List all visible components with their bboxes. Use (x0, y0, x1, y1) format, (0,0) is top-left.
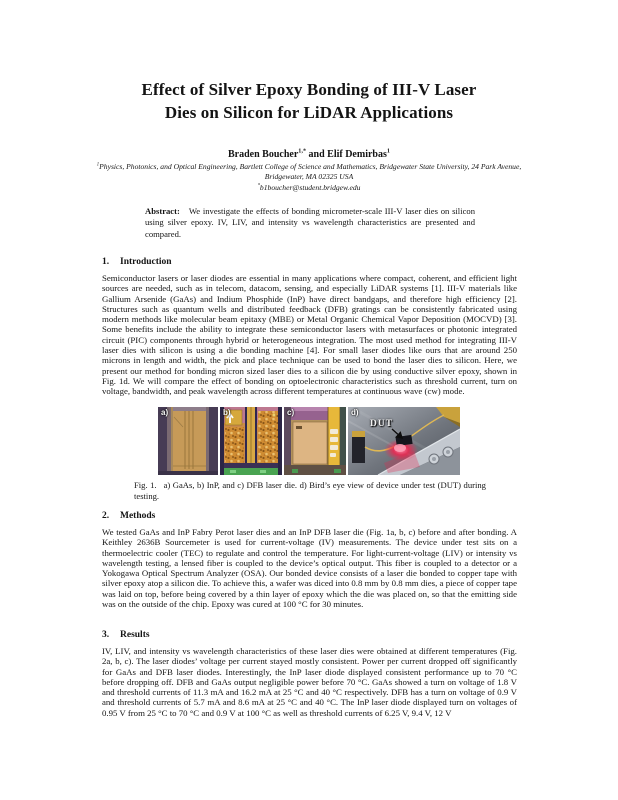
author-1-name: Braden Boucher (228, 149, 299, 160)
paper-title (0, 78, 618, 124)
section-title: Methods (120, 511, 156, 521)
affiliation-text: Physics, Photonics, and Optical Engineering, Bartlett College of Science and Mathematics, Bridgewater State University, 24 Park Avenue, Bridgewater, MA 02325 USA (99, 162, 522, 181)
affiliation-line (89, 162, 529, 181)
title-line-2: Dies on Silicon for LiDAR Applications (164, 103, 454, 122)
panel-d-label: d) (351, 408, 359, 417)
figure-panel-a-gaas-die (158, 407, 218, 475)
panel-b-label: b) (223, 408, 231, 417)
panel-c-label: c) (287, 408, 295, 417)
author-2-superscript: 1 (386, 147, 390, 155)
affiliation-superscript: 1 (96, 162, 100, 168)
title-line-1: Effect of Silver Epoxy Bonding of III-V Laser (141, 80, 477, 99)
email-text: b1boucher@student.bridgew.edu (259, 183, 361, 192)
authors-joiner: and (306, 149, 328, 160)
dfb-die-micrograph (284, 407, 346, 475)
section-heading-results (102, 630, 517, 640)
figure-caption-text: a) GaAs, b) InP, and c) DFB laser die. d) Bird’s eye view of device under test (DUT) during testing. (134, 480, 486, 501)
email-line (0, 183, 618, 192)
inp-die-micrograph (220, 407, 282, 475)
section-title: Results (120, 630, 150, 640)
dut-test-photo (348, 407, 460, 475)
section-heading-methods (102, 511, 517, 521)
figure-1 (158, 407, 460, 475)
author-2-name: Elif Demirbas (327, 149, 387, 160)
abstract-text: We investigate the effects of bonding micrometer-scale III-V laser dies on silicon using silver epoxy. IV, LIV, and intensity vs wavelength characteristics are presented and compared. (145, 206, 475, 239)
abstract-block (145, 206, 475, 240)
figure-1-caption (134, 480, 486, 502)
figure-caption-label: Fig. 1. (134, 480, 157, 490)
dut-annotation: DUT (370, 419, 394, 429)
figure-panel-b-inp-die (220, 407, 282, 475)
introduction-paragraph: Semiconductor lasers or laser diodes are essential in many applications where compact, coherent, and efficient light sources are needed, such as in telecom, datacom, sensing, and especially LiDAR systems [1]. III-V materials like Gallium Arsenide (GaAs) and Indium Phosphide (InP) have direct bandgaps, and therefore high efficiency [2]. Structures such as quantum wells and distributed feedback (DFB) gratings can be consistently fabricated using modern methods like molecular beam epitaxy (MBE) or Metal Organic Chemical Vapor Deposition (MOCVD) [3]. Some benefits include the ability to integrate these semiconductor lasers with metasurfaces or photonic integrated circuit (PIC) components through hybrid or heterogeneous integration. The most used method for integrating III-V laser dies with silicon is using a die bonding machine [4]. For small laser diodes like ours that are around 250 microns in length and width, the pick and place technique can be used to bond the laser dies to silicon. Here, we present our method for bonding micron sized laser dies to a silicon die by using conductive silver epoxy, shown in Fig. 1d. We will compare the effect of bonding on optoelectronic characteristics such as threshold current, turn on voltage, bandwidth, and peak wavelength across different temperatures at continuous wave (cw) mode. (102, 273, 517, 397)
section-heading-introduction (102, 257, 517, 267)
figure-panel-d-dut-photo (348, 407, 460, 475)
authors-line (0, 149, 618, 160)
gaas-die-micrograph (158, 407, 218, 475)
email-superscript: * (257, 183, 260, 189)
author-1-superscript: 1,* (298, 147, 307, 155)
section-title: Introduction (120, 257, 172, 267)
methods-paragraph: We tested GaAs and InP Fabry Perot laser dies and an InP DFB laser die (Fig. 1a, b, c) before and after bonding. A Keithley 2636B Sourcemeter is used for current-voltage (IV) measurements. The device under test sits on a thermoelectric cooler (TEC) to regulate and control the temperature. For light-current-voltage (LIV) or intensity vs wavelength testing, a lensed fiber is coupled to the device’s optical output. This fiber is coupled to a detector or a Yokogawa Optical Spectrum Analyzer (OSA). Our bonded device consists of a laser die bonded to copper tape with silver epoxy atop a silicon die. To achieve this, a wafer was diced into 0.8 mm by 0.8 mm dies, a piece of copper tape was laid on top, before being covered by a thin layer of epoxy which the die was placed on, so that the emitting side was on the outside of the chip. Epoxy was cured at 100 °C for 30 minutes. (102, 527, 517, 610)
figure-panel-c-dfb-die (284, 407, 346, 475)
abstract-label: Abstract: (145, 206, 180, 216)
section-number: 2. (102, 511, 110, 521)
section-number: 1. (102, 257, 110, 267)
results-paragraph: IV, LIV, and intensity vs wavelength characteristics of these laser dies were obtained at different temperatures (Fig. 2a, b, c). The laser diodes’ voltage per current stayed mostly consistent. Power per current dropped off significantly for GaAs and DFB laser diodes. Interestingly, the InP laser diode displayed consistent performance up to 70 °C before dropping off. DFB and GaAs output negligible power before 70 °C. GaAs showed a turn on voltage of 1.8 V and threshold currents of 11.3 mA and 16.2 mA at 25 °C and 40 °C respectively. DFB has a turn on voltage of 0.9 V and threshold currents of 5.7 mA and 8.6 mA at 25 °C and 40 °C. The InP laser diode displayed turn on voltages of 0.95 V from 25 °C to 70 °C and 0.9 V at 100 °C as well as threshold currents of 6.25 V, 9.4 V, 12 V (102, 646, 517, 718)
panel-a-label: a) (161, 408, 169, 417)
section-number: 3. (102, 630, 110, 640)
